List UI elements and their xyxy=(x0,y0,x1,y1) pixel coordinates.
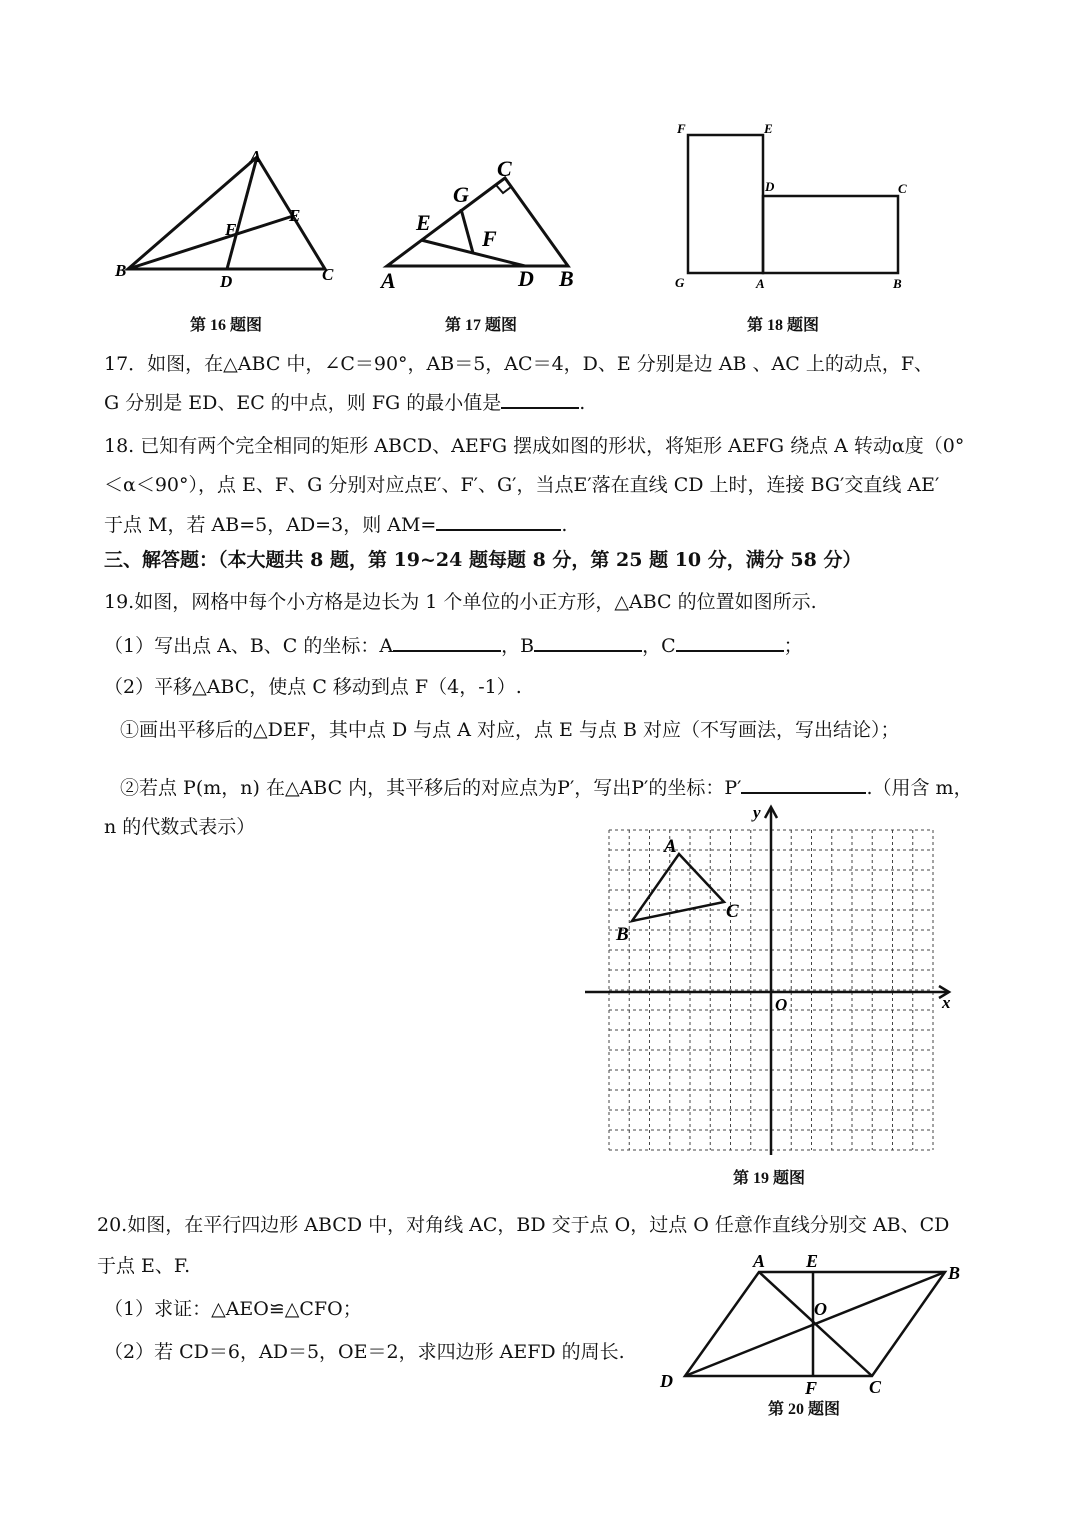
label-B: B xyxy=(616,924,629,945)
q19-part2: （2）平移△ABC，使点 C 移动到点 F（4，-1）. xyxy=(104,676,522,698)
label-F: F xyxy=(677,121,686,136)
figure-19-caption: 第 19 题图 xyxy=(733,1170,806,1187)
label-O: O xyxy=(775,995,788,1014)
q20-line2: 于点 E、F. xyxy=(97,1255,191,1277)
label-B: B xyxy=(559,266,574,291)
figure-19 xyxy=(585,800,965,1160)
figure-17 xyxy=(375,150,600,300)
q19-blank-p[interactable] xyxy=(741,774,866,794)
label-E: E xyxy=(764,121,773,136)
q19-intro: 19.如图，网格中每个小方格是边长为 1 个单位的小正方形，△ABC 的位置如图所示. xyxy=(104,591,817,613)
q19-part2-2 xyxy=(120,774,973,800)
label-D: D xyxy=(220,272,233,291)
label-F: F xyxy=(225,220,237,239)
q19-part1-end: ； xyxy=(783,635,803,657)
label-x: x xyxy=(942,993,951,1012)
label-C: C xyxy=(898,181,907,196)
label-D: D xyxy=(518,266,534,291)
section-3-heading: 三、解答题：（本大题共 8 题，第 19~24 题每题 8 分，第 25 题 10 分，满分 58 分） xyxy=(104,549,862,571)
q19-blank-c[interactable] xyxy=(676,632,784,652)
label-E: E xyxy=(416,210,431,235)
q19-part2-2c: n 的代数式表示） xyxy=(104,816,256,838)
q20-line1: 20.如图，在平行四边形 ABCD 中，对角线 AC，BD 交于点 O，过点 O 任意作直线分别交 AB、CD xyxy=(97,1214,950,1236)
figure-17-caption: 第 17 题图 xyxy=(445,317,518,334)
label-D: D xyxy=(765,179,775,194)
q20-part2: （2）若 CD＝6，AD＝5，OE＝2，求四边形 AEFD 的周长. xyxy=(104,1341,625,1363)
q19-part1-b: ，B xyxy=(501,635,535,657)
q18-line2: ＜α＜90°），点 E、F、G 分别对应点E′、F′、G′，当点E′落在直线 CD 上时，连接 BG′交直线 AE′ xyxy=(104,474,940,496)
q18-answer-blank[interactable] xyxy=(436,511,561,531)
q17-line2-text: G 分别是 ED、EC 的中点，则 FG 的最小值是 xyxy=(104,392,502,414)
q17-line2 xyxy=(104,389,585,415)
figure-20-caption: 第 20 题图 xyxy=(768,1401,841,1418)
label-A: A xyxy=(664,836,677,857)
label-E: E xyxy=(289,206,301,225)
q19-part1-a: （1）写出点 A、B、C 的坐标：A xyxy=(104,635,394,657)
q18-line3-text: 于点 M，若 AB=5，AD=3，则 AM= xyxy=(104,514,437,536)
label-F: F xyxy=(482,226,497,251)
q18-line1: 18. 已知有两个完全相同的矩形 ABCD、AEFG 摆成如图的形状，将矩形 AEFG 绕点 A 转动α度（0° xyxy=(104,435,965,457)
label-A: A xyxy=(756,276,765,291)
label-B: B xyxy=(115,261,127,280)
label-C: C xyxy=(869,1377,882,1395)
figure-18-caption: 第 18 题图 xyxy=(747,317,820,334)
label-B: B xyxy=(893,276,902,291)
label-D: D xyxy=(660,1371,673,1391)
label-O: O xyxy=(814,1299,827,1319)
q17-line1: 17．如图，在△ABC 中，∠C＝90°，AB＝5，AC＝4，D、E 分别是边 AB 、AC 上的动点，F、 xyxy=(104,353,934,375)
q20-part1: （1）求证：△AEO≌△CFO； xyxy=(104,1298,362,1320)
label-F: F xyxy=(805,1378,818,1395)
label-y: y xyxy=(753,803,761,822)
label-C: C xyxy=(726,901,739,922)
figure-20 xyxy=(650,1245,980,1395)
figure-16 xyxy=(110,140,350,305)
figure-16-caption: 第 16 题图 xyxy=(190,317,263,334)
label-A: A xyxy=(381,268,396,293)
q19-blank-b[interactable] xyxy=(534,632,642,652)
label-G: G xyxy=(453,182,469,207)
figure-18 xyxy=(670,115,920,300)
q19-part2-2b: .（用含 m， xyxy=(866,777,973,799)
label-C: C xyxy=(322,265,334,284)
q19-part2-2a: ②若点 P(m，n) 在△ABC 内，其平移后的对应点为P′，写出P′的坐标：P′ xyxy=(120,777,742,799)
label-A: A xyxy=(250,147,262,166)
label-G: G xyxy=(675,275,685,290)
q19-part1-c: ，C xyxy=(642,635,676,657)
label-C: C xyxy=(497,156,512,181)
q18-line3 xyxy=(104,511,567,537)
label-E: E xyxy=(806,1251,819,1271)
q19-part1 xyxy=(104,632,803,658)
q17-answer-blank[interactable] xyxy=(501,389,579,409)
label-A: A xyxy=(753,1251,766,1271)
q19-part2-1: ①画出平移后的△DEF，其中点 D 与点 A 对应，点 E 与点 B 对应（不写画法，写出结论）； xyxy=(120,719,900,741)
q18-line3-end: . xyxy=(561,514,568,536)
q19-blank-a[interactable] xyxy=(393,632,501,652)
label-B: B xyxy=(948,1263,961,1283)
q17-line2-end: . xyxy=(579,392,586,414)
